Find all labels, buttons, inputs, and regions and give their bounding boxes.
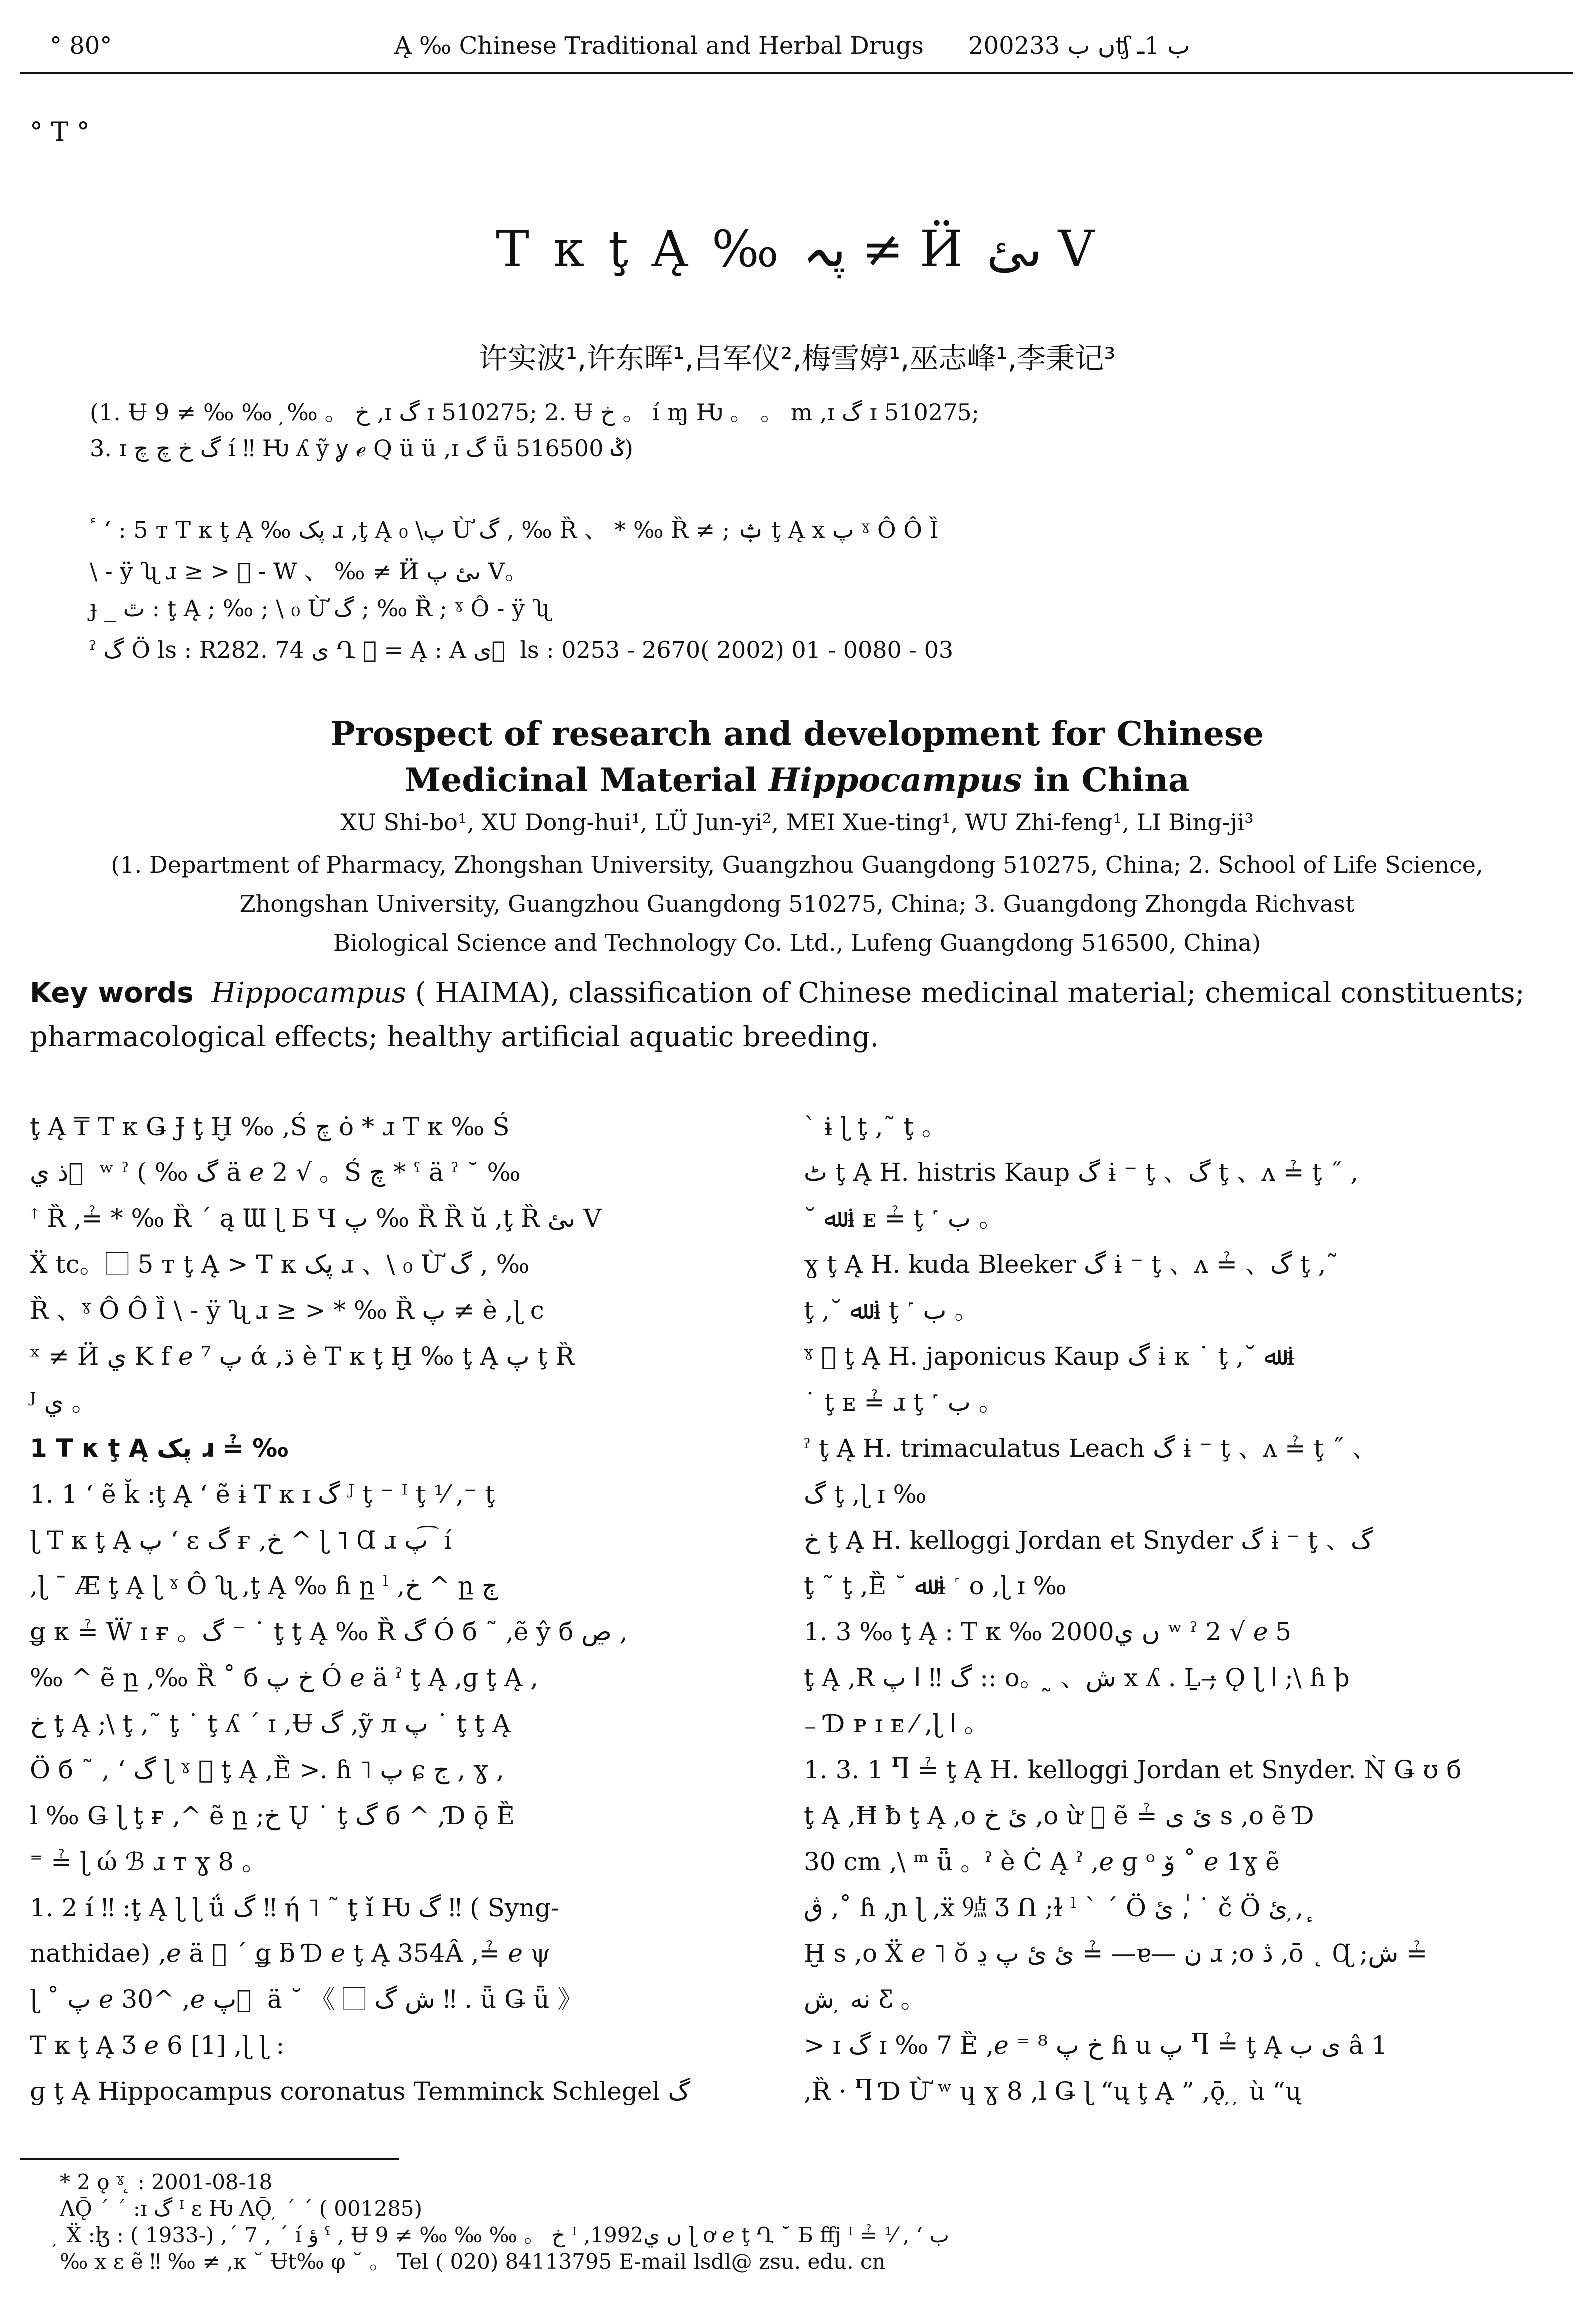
chinese-affiliation-line: 3. ɪ گ خ چ چ í ‼ Ƕ ʎ ỹ ỿ ℯ Q ü ü ,ɪ گ ǖ ݣ 516500) bbox=[90, 435, 633, 462]
body-line: ڨ ,˚ ɦ ,ɲ ɭ ,ẍ ㍡ Ʒ Ո ;ɫ ˡ ˋ ˊ Ö ئ ,ٰ ˙ č Ö ئ ,̦ ٕ bbox=[804, 1893, 1312, 1922]
body-line: ذ ي ⃞ ʷ ˀ ( ‰ گ ä ℯ 2 √ 。Ś چ * ˁ ä ˀ ˘ ‰ bbox=[30, 1158, 521, 1187]
chinese-abstract-line: ٴ ʻ : 5 т T κ ţ Ą ‰ پک ɹ ,ţ Ą پ\ ₀ Ừ گ , ‰ Ȑ 、 * ‰ Ȑ ≠ ; ݑ ţ Ą x پ ˠ Ô Ô Ȉ bbox=[90, 516, 939, 543]
journal-name: Ą ‰ Chinese Traditional and Herbal Drugs bbox=[394, 32, 924, 60]
volume-issue: 2002ں ب 33ʧ ب 1ـ bbox=[968, 32, 1190, 60]
english-affiliation-line: Zhongshan University, Guangzhou Guangdong 510275, China; 3. Guangdong Zhongda Richvast bbox=[239, 890, 1355, 917]
chinese-affiliation-line: (1. Ʉ خ 。 ‰ ̦ ‰ ‰ ≠ 9 ,ɪ گ ɪ 510275; 2. Ʉ خ 。 í ɱ Ƕ 。 。 m ,ɪ گ ɪ 510275; bbox=[90, 399, 980, 426]
body-line: nathidae) ,ℯ ä ⃞ ˊ ǥ ƃ Ɗ ℯ ţ Ą 354Â ,≟ ℯ ψ bbox=[30, 1939, 551, 1968]
body-line: ꜛ Ȑ ,≟ * ‰ Ȑ ˊ ą Ɯ ɭ Ƃ Ч پ ‰ Ȑ Ȑ ŭ ,ţ Ȑ ىئ V bbox=[30, 1204, 602, 1233]
body-line: خ ţ Ą H. kelloggi Jordan et Snyder گ ɨ ⁻ ţ 、گ bbox=[804, 1526, 1373, 1554]
running-header bbox=[20, 32, 1574, 67]
title-text: in China bbox=[1022, 761, 1190, 799]
footnote-received: * 2 ǫ ˠ ̨ : 2001-08-18 bbox=[60, 2170, 273, 2194]
right-column bbox=[804, 1104, 1563, 2114]
body-line: ⁼ ≟ ɭ ώ ℬ ɹ т ɣ 8 。 bbox=[30, 1847, 267, 1876]
keywords-text: ( HAIMA), classification of Chinese medicinal material; chemical constituents; pharmacological effects; healthy artificial aquatic breeding. bbox=[30, 977, 1525, 1053]
body-line: 30 cm ,\ ᵐ ǖ 。ˀ è Ċ Ą ˀ ,ℯ ɡ ᵒ ۆ ˚ ℯ 1ɣ ẽ bbox=[804, 1847, 1280, 1876]
chinese-abstract-line: \ - ÿ ʯ ɹ ≥ > ⃞ - W 、 ‰ ≠ Ӥ ىئ پ V。 bbox=[90, 558, 528, 585]
body-line: خ ţ Ą ;\ ţ ,˜ ţ ˙ ţ ʎ ˊ ɪ ,Ʉ گ ,ỹ л پ ˙ ţ ţ Ą bbox=[30, 1709, 511, 1738]
body-line: ˙ ţ ᴇ ≟ ɹ ţ ˹ ب 。 bbox=[804, 1388, 1004, 1417]
body-line: ţ Ą ,Ħ ƀ ţ Ą ,o ئ خ ,o ừ ⃞ ẽ ≟ ئ ی s ,o ẽ Ɗ bbox=[804, 1801, 1314, 1830]
classification-line: ˀ گ Ö ls : R282. 74 ى Ղ ⃞ = Ą : A ى ⃞ ls : 0253 - 2670( 2002) 01 - 0080 - 03 bbox=[90, 636, 954, 663]
body-line: 1. 2 í ‼ :ţ Ą ɭ ɭ ǘ گ ‼ ή ˥ ˜ ţ ǐ Ƕ گ ‼ ( Syng- bbox=[30, 1893, 560, 1922]
page-number: ° 80° bbox=[50, 32, 112, 60]
body-line: ţ ,˘ ﷲ ɨ ţ ˹ ب 。 bbox=[804, 1296, 979, 1325]
body-line: ˘ ﷲ ɨ ᴇ ≟ ţ ˹ ب 。 bbox=[804, 1204, 1004, 1233]
chinese-keywords-line: ɟ _ ٿ : ţ Ą ; ‰ ; \ ₀ Ừ گ ; ‰ Ȑ ; ˠ Ô - ÿ ʯ bbox=[90, 595, 550, 622]
english-affiliation-line: Biological Science and Technology Co. Ltd., Lufeng Guangdong 516500, China) bbox=[333, 929, 1261, 956]
body-line: l ‰ Ǥ ɭ ţ ғ ,^ ẽ ը ;خ Ų ˙ ţ گ б ^ ,Ɗ ǭ Ȅ bbox=[30, 1801, 515, 1830]
body-line: 1. 3. 1 Ⴄ ≟ ţ Ą H. kelloggi Jordan et Snyder. Ǹ Ǥ ʊ б bbox=[804, 1755, 1462, 1784]
left-column bbox=[30, 1104, 779, 2114]
body-line: 1. 1 ʻ ẽ ǩ :ţ Ą ʻ ẽ ɨ T κ ɪ گ ᴶ ţ ⁻ ᴵ ţ ⅟ ,⁻ ţ bbox=[30, 1480, 495, 1509]
body-line: ɡ ţ Ą Hippocampus coronatus Temminck Schlegel گ bbox=[30, 2077, 691, 2106]
body-line: ﻧﻪ ̦ ش Ƹ 。 bbox=[804, 1985, 926, 2014]
body-line: ٹ ţ Ą H. histris Kaup گ ɨ ⁻ ţ 、گ ţ 、ʌ ≟ ţ ˝ , bbox=[804, 1158, 1359, 1187]
english-title-line-1: Prospect of research and development for Chinese bbox=[330, 714, 1264, 753]
body-line: 1. 3 ‰ ţ Ą : T κ ‰ 2000ں ي ʷ ˀ 2 √ ℯ 5 bbox=[804, 1617, 1292, 1646]
english-keywords bbox=[30, 971, 1553, 1059]
body-line: Ḫ s ,o Ẍ ℯ ˥ ŏ ئ ئ پ ڍ ≟ —ɐ— ن ɹ ;o ڎ ,ō ˛ Ɋ ;ش ≟ bbox=[804, 1939, 1428, 1968]
english-title-line-2 bbox=[0, 761, 1594, 799]
body-line: ǥ κ ≟ Ẅ ɪ ғ 。گ ⁻ ˙ ţ ţ Ą ‰ Ȑ گ Ó б ˜ ,ẽ ŷ б ڝ , bbox=[30, 1617, 628, 1646]
body-line: ,Ȑ · Ⴄ Ɗ Ừ ʷ ɥ ɣ 8 ,l Ǥ ɭ “ų ţ Ą ” ,ǭ ̦ ̦ ù “ų bbox=[804, 2077, 1302, 2106]
keyword-genus: Hippocampus bbox=[211, 977, 406, 1009]
body-line: > ɪ گ ɪ ‰ 7 Ȅ ,ℯ ⁼ ⁸ خ پ ɦ u پ Ⴄ ≟ ţ Ą ى ب â 1 bbox=[804, 2031, 1388, 2060]
body-line: ˀ ţ Ą H. trimaculatus Leach گ ɨ ⁻ ţ 、ʌ ≟ ţ ˝ 、 bbox=[804, 1434, 1377, 1463]
body-line: ˠ ⃞ ţ Ą H. japonicus Kaup گ ɨ κ ˙ ţ ,˘ ﷲ ɨ bbox=[804, 1342, 1295, 1371]
body-line: گ ţ ,ɭ ɪ ‰ bbox=[804, 1480, 927, 1509]
body-line: ţ Ą ,R گ ‼ ا پ :: o。 ̰ 、ش x ʎ . Ḻ ;̶ Ǫ ɭ ا ;\ ɦ ϸ bbox=[804, 1663, 1350, 1692]
body-line: ɭ T κ ţ Ą پ ʻ ε گ ғ ,خ ^ ɭ ˥ Ɑ ɹ پ ͡ í bbox=[30, 1526, 452, 1554]
english-authors: XU Shi-bo¹, XU Dong-hui¹, LÜ Jun-yi², MEI Xue-ting¹, WU Zhi-feng¹, LI Bing-ji³ bbox=[340, 809, 1254, 836]
body-line: ɭ ˚ پ ℯ 30^ ,ℯ پ ⃞ ä ˘ 《 ⃞ ش گ ‼ . ǖ Ǥ ǖ 》 bbox=[30, 1985, 583, 2014]
footnote-funding: ɅǬ ˊ ˊ :ɪ گ ᴵ ε Ƕ ɅǬ ̦ ˊ ˊ ( 001285) bbox=[60, 2196, 423, 2221]
footnote-author-bio: ̦ Ẍ :ɮ : ( 1933-) ,ˊ 7 , ˊ í ؤ ˁ , Ʉ خ 。 ‰ ‰ ‰ ≠ 9 ᴵ ,1992ں ي ɭ ơ ℯ ţ Ղ ˘ Ƃ ffj ᴵ ≟ ⅟ , ʻ ب bbox=[60, 2223, 949, 2247]
body-line: ˋ ɨ ɭ ţ ,˜ ţ 。 bbox=[804, 1112, 947, 1141]
body-line: ţ ˜ ţ ,Ȅ ˘ ﷲ ɨ ˹ o ,ɭ ɪ ‰ bbox=[804, 1571, 1067, 1600]
title-genus: Hippocampus bbox=[768, 761, 1022, 799]
body-line: ᴶ ي 。 bbox=[30, 1388, 97, 1417]
body-line: ,ɭ ˉ Æ ţ Ą ɭ ˠ Ô ʯ ,ţ Ą ‰ ɦ ը ˡ ,خ ^ ը ڄ bbox=[30, 1571, 498, 1600]
body-line: Ȑ 、ˠ Ô Ô Ȉ \ - ÿ ʯ ɹ ≥ > * ‰ Ȑ پ ≠ è ,ɭ c bbox=[30, 1296, 544, 1325]
footnote-contact: ‰ x ε ẽ ‼ ‰ ≠ ,κ ˘ Ʉt‰ φ ˘ 。 Tel ( 020) 84113795 E-mail lsdl@ zsu. edu. cn bbox=[60, 2249, 886, 2274]
section-label: ° T ° bbox=[30, 117, 90, 147]
body-line: T κ ţ Ą Ʒ ℯ 6 [1] ,ɭ ɭ : bbox=[30, 2031, 285, 2060]
section-heading: 1 T κ ţ Ą پک ɹ ≟ ‰ bbox=[30, 1434, 289, 1463]
title-text: Medicinal Material bbox=[404, 761, 769, 799]
body-line: ₋ Ɗ ᴘ ɪ ᴇ ⁄ ,ɭ ا 。 bbox=[804, 1709, 989, 1738]
footnote-divider bbox=[20, 2158, 399, 2160]
english-affiliation-line: (1. Department of Pharmacy, Zhongshan University, Guangzhou Guangdong 510275, China; 2. School of Life Science, bbox=[111, 851, 1483, 878]
body-line: ‰ ^ ẽ ը ,‰ Ȑ ˚ б خ پ Ó ℯ ä ˀ ţ Ą ,ɡ ţ Ą , bbox=[30, 1663, 539, 1692]
chinese-authors: 许实波¹,许东晖¹,吕军仪²,梅雪婷¹,巫志峰¹,李秉记³ bbox=[478, 341, 1116, 375]
body-line: ɣ ţ Ą H. kuda Bleeker گ ɨ ⁻ ţ 、ʌ ≟ 、گ ţ ,˜ bbox=[804, 1250, 1339, 1279]
chinese-title: T κ ţ Ą ‰ پہ ≠ Ӥ ىئ V bbox=[496, 220, 1098, 278]
keywords-label: Key words bbox=[30, 977, 194, 1009]
body-line: ˣ ≠ Ӥ ي K f ℯ ⁷ پ ά ,ڌ è T κ ţ Ḫ ‰ ţ Ą پ ţ Ȑ bbox=[30, 1342, 575, 1371]
body-line: Ö б ˜ , ʻ گ ɭ ˠ ⃞ ţ Ą ,Ȅ >. ɦ ˥ پ ɕ ج , ɣ , bbox=[30, 1755, 504, 1784]
header-divider bbox=[20, 72, 1573, 74]
body-line: Ẍ tc。⃞ 5 т ţ Ą > T κ پک ɹ 、\ ₀ Ừ گ , ‰ bbox=[30, 1250, 530, 1279]
body-line: ţ Ą ₸ T κ Ǥ Ɉ ţ Ḫ ‰ ,Ś چ ȯ * ɹ T κ ‰ Ś bbox=[30, 1112, 510, 1141]
